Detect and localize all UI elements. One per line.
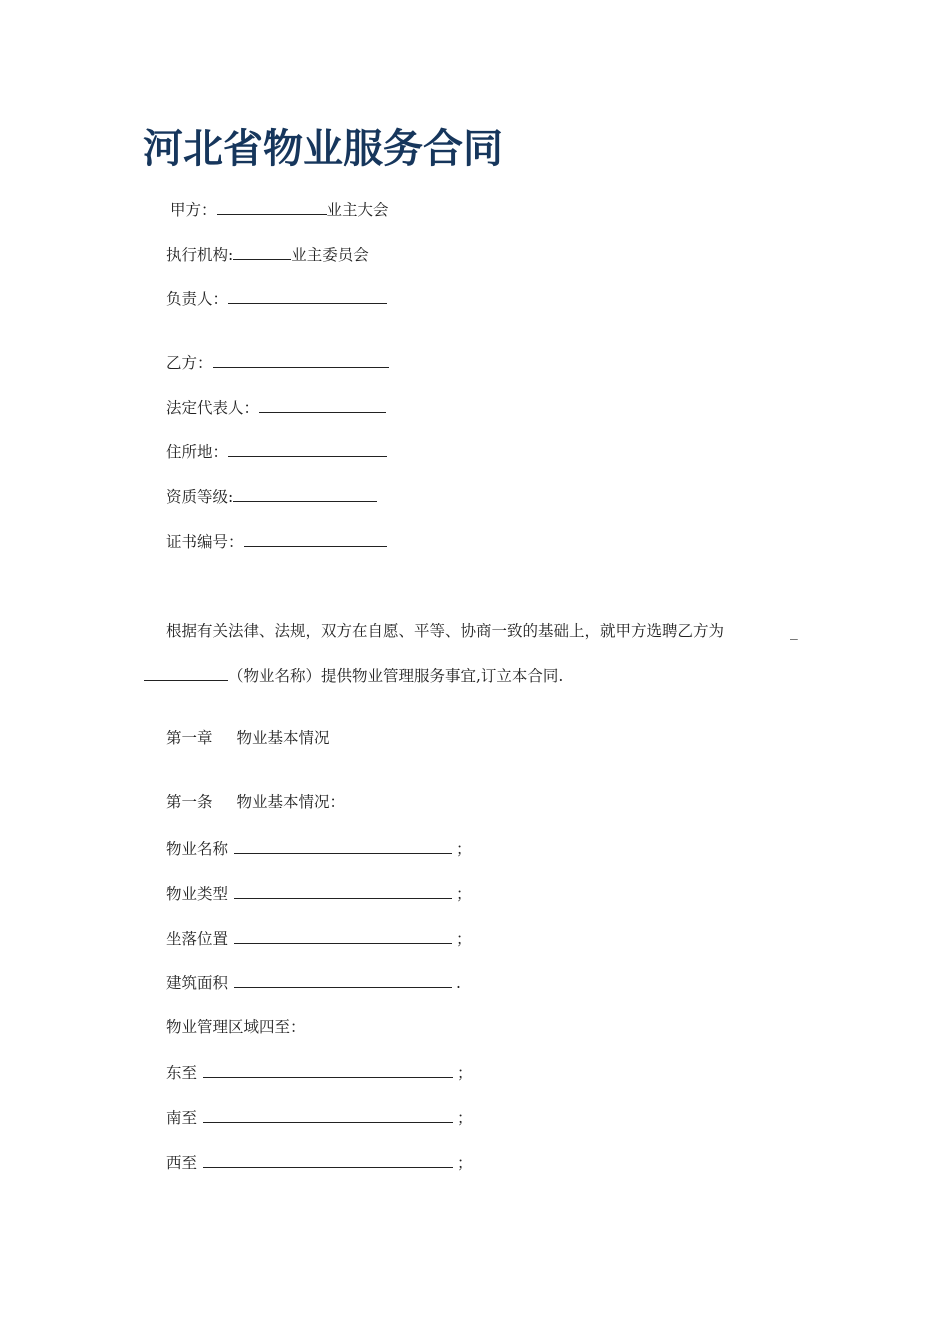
preamble-line-2: [144, 664, 563, 687]
article-title: 物业基本情况：: [236, 793, 346, 811]
legal-rep-label: 法定代表人：: [166, 399, 260, 417]
preamble-line-1: [166, 620, 724, 642]
boundary-label: 西至: [166, 1154, 198, 1172]
property-field-row: [166, 882, 472, 905]
boundary-blank[interactable]: [203, 1106, 453, 1123]
party-a-suffix: 业主大会: [326, 201, 389, 219]
preamble-text-1: 根据有关法律、法规，双方在自愿、平等、协商一致的基础上，就甲方选聘乙方为: [166, 622, 725, 640]
document-title: 河北省物业服务合同: [143, 126, 503, 172]
boundary-blank[interactable]: [203, 1061, 453, 1078]
boundary-end: ；: [457, 1064, 473, 1082]
leader-line: [166, 287, 387, 310]
address-blank[interactable]: [228, 440, 387, 457]
boundary-end: ；: [457, 1154, 473, 1172]
boundary-heading-text: 物业管理区域四至：: [166, 1018, 306, 1036]
party-b-blank[interactable]: [213, 351, 389, 368]
property-field-end: ；: [456, 840, 472, 858]
property-field-end: .: [456, 974, 461, 992]
property-field-end: ；: [456, 885, 472, 903]
chapter-title: 物业基本情况: [236, 729, 330, 747]
property-field-row: [166, 927, 472, 950]
property-field-row: [166, 837, 472, 860]
address-line: [166, 440, 387, 463]
chapter-number: 第一章: [166, 729, 213, 747]
preamble-text-2: （物业名称）提供物业管理服务事宜,订立本合同.: [228, 667, 564, 685]
agency-label: 执行机构:: [166, 246, 234, 264]
preamble-tail-mark: _: [790, 622, 798, 640]
chapter-heading: [166, 727, 330, 749]
agency-blank[interactable]: [233, 243, 291, 260]
property-field-label: 物业名称: [166, 840, 229, 858]
agency-line: [166, 243, 369, 266]
party-a-blank[interactable]: [217, 198, 327, 215]
property-field-label: 坐落位置: [166, 930, 229, 948]
property-name-blank[interactable]: [144, 664, 228, 681]
property-field-blank[interactable]: [234, 837, 452, 854]
leader-label: 负责人：: [166, 290, 229, 308]
boundary-heading: [166, 1016, 306, 1038]
qualification-line: [166, 485, 377, 508]
boundary-row: [166, 1106, 473, 1129]
agency-suffix: 业主委员会: [291, 246, 369, 264]
leader-blank[interactable]: [228, 287, 387, 304]
certificate-label: 证书编号：: [166, 533, 244, 551]
qualification-label: 资质等级:: [166, 488, 234, 506]
address-label: 住所地：: [166, 443, 229, 461]
preamble-tail: [790, 620, 798, 642]
certificate-line: [166, 530, 387, 553]
property-field-label: 建筑面积: [166, 974, 229, 992]
boundary-label: 南至: [166, 1109, 198, 1127]
property-field-label: 物业类型: [166, 885, 229, 903]
qualification-blank[interactable]: [233, 485, 377, 502]
boundary-row: [166, 1061, 473, 1084]
boundary-row: [166, 1151, 473, 1174]
party-b-line: [166, 351, 389, 374]
boundary-end: ；: [457, 1109, 473, 1127]
certificate-blank[interactable]: [244, 530, 387, 547]
boundary-label: 东至: [166, 1064, 198, 1082]
property-field-blank[interactable]: [234, 927, 452, 944]
boundary-blank[interactable]: [203, 1151, 453, 1168]
article-number: 第一条: [166, 793, 213, 811]
legal-rep-line: [166, 396, 386, 419]
article-heading: [166, 791, 345, 813]
party-b-label: 乙方：: [166, 354, 213, 372]
property-field-row: [166, 971, 461, 994]
party-a-label: 甲方：: [170, 201, 217, 219]
property-field-blank[interactable]: [234, 971, 452, 988]
legal-rep-blank[interactable]: [259, 396, 386, 413]
party-a-line: [170, 198, 389, 221]
property-field-end: ；: [456, 930, 472, 948]
property-field-blank[interactable]: [234, 882, 452, 899]
